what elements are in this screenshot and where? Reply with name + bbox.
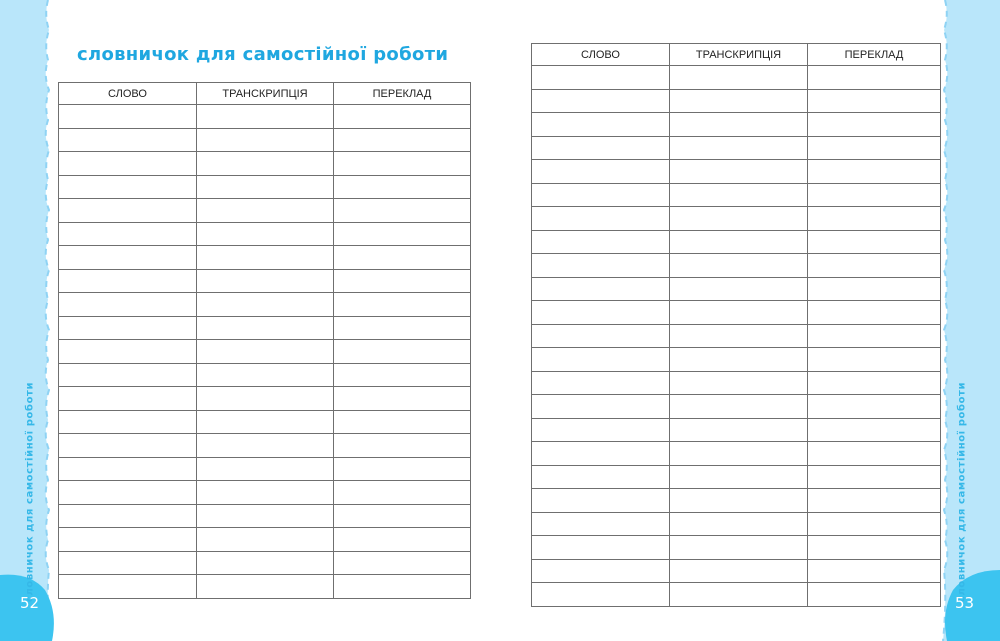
page-title: словничок для самостійної роботи	[77, 44, 449, 65]
transcription-cell[interactable]	[197, 481, 334, 505]
table-row	[532, 66, 941, 90]
transcription-cell[interactable]	[197, 410, 334, 434]
transcription-cell[interactable]	[670, 512, 808, 536]
translation-cell[interactable]	[334, 152, 471, 176]
table-row	[59, 199, 471, 223]
table-row	[59, 293, 471, 317]
transcription-cell[interactable]	[670, 489, 808, 513]
word-cell[interactable]	[532, 324, 670, 348]
transcription-cell[interactable]	[197, 504, 334, 528]
word-cell[interactable]	[532, 465, 670, 489]
translation-cell[interactable]	[334, 410, 471, 434]
word-cell[interactable]	[59, 551, 197, 575]
table-row	[59, 340, 471, 364]
word-cell[interactable]	[59, 410, 197, 434]
table-row	[532, 418, 941, 442]
word-cell[interactable]	[532, 418, 670, 442]
translation-cell[interactable]	[808, 301, 941, 325]
translation-cell[interactable]	[808, 489, 941, 513]
table-row	[532, 301, 941, 325]
table-row	[59, 269, 471, 293]
word-cell[interactable]	[59, 199, 197, 223]
word-cell[interactable]	[532, 301, 670, 325]
translation-cell[interactable]	[334, 575, 471, 599]
translation-cell[interactable]	[334, 199, 471, 223]
right-side-label: словничок для самостійної роботи	[956, 381, 968, 603]
right-band-shape	[941, 0, 1000, 641]
transcription-cell[interactable]	[670, 442, 808, 466]
translation-cell[interactable]	[334, 481, 471, 505]
translation-cell[interactable]	[334, 222, 471, 246]
table-row	[59, 105, 471, 129]
transcription-cell[interactable]	[670, 277, 808, 301]
transcription-cell[interactable]	[197, 316, 334, 340]
translation-cell[interactable]	[808, 113, 941, 137]
word-cell[interactable]	[532, 489, 670, 513]
word-cell[interactable]	[59, 105, 197, 129]
word-cell[interactable]	[532, 136, 670, 160]
translation-cell[interactable]	[334, 528, 471, 552]
transcription-cell[interactable]	[197, 269, 334, 293]
translation-cell[interactable]	[334, 269, 471, 293]
translation-cell[interactable]	[808, 136, 941, 160]
word-cell[interactable]	[532, 89, 670, 113]
translation-cell[interactable]	[334, 175, 471, 199]
table-row	[59, 152, 471, 176]
translation-cell[interactable]	[334, 504, 471, 528]
transcription-cell[interactable]	[197, 152, 334, 176]
word-cell[interactable]	[59, 152, 197, 176]
column-header-word: СЛОВО	[59, 83, 197, 105]
transcription-cell[interactable]	[670, 160, 808, 184]
transcription-cell[interactable]	[197, 434, 334, 458]
translation-cell[interactable]	[808, 89, 941, 113]
table-row	[532, 512, 941, 536]
table-row	[59, 551, 471, 575]
translation-cell[interactable]	[808, 512, 941, 536]
transcription-cell[interactable]	[670, 207, 808, 231]
table-row	[532, 230, 941, 254]
word-cell[interactable]	[532, 559, 670, 583]
table-row	[59, 528, 471, 552]
table-row	[59, 128, 471, 152]
table-row	[532, 536, 941, 560]
transcription-cell[interactable]	[197, 175, 334, 199]
table-row	[59, 387, 471, 411]
translation-cell[interactable]	[808, 183, 941, 207]
transcription-cell[interactable]	[197, 363, 334, 387]
transcription-cell[interactable]	[670, 183, 808, 207]
word-cell[interactable]	[532, 207, 670, 231]
translation-cell[interactable]	[334, 316, 471, 340]
transcription-cell[interactable]	[670, 371, 808, 395]
word-cell[interactable]	[59, 434, 197, 458]
translation-cell[interactable]	[808, 254, 941, 278]
translation-cell[interactable]	[808, 371, 941, 395]
word-cell[interactable]	[59, 575, 197, 599]
word-cell[interactable]	[59, 340, 197, 364]
table-row	[532, 136, 941, 160]
translation-cell[interactable]	[334, 105, 471, 129]
table-row	[532, 395, 941, 419]
word-cell[interactable]	[59, 528, 197, 552]
table-row	[59, 363, 471, 387]
transcription-cell[interactable]	[670, 324, 808, 348]
word-cell[interactable]	[532, 66, 670, 90]
table-header-row	[59, 83, 471, 105]
translation-cell[interactable]	[334, 457, 471, 481]
transcription-cell[interactable]	[197, 340, 334, 364]
column-header-word: СЛОВО	[532, 44, 670, 66]
table-row	[59, 504, 471, 528]
transcription-cell[interactable]	[197, 199, 334, 223]
table-row	[532, 442, 941, 466]
word-cell[interactable]	[59, 504, 197, 528]
translation-cell[interactable]	[334, 293, 471, 317]
translation-cell[interactable]	[808, 418, 941, 442]
transcription-cell[interactable]	[670, 465, 808, 489]
table-row	[532, 465, 941, 489]
transcription-cell[interactable]	[197, 575, 334, 599]
translation-cell[interactable]	[334, 128, 471, 152]
translation-cell[interactable]	[808, 160, 941, 184]
table-row	[532, 348, 941, 372]
translation-cell[interactable]	[808, 66, 941, 90]
transcription-cell[interactable]	[197, 387, 334, 411]
column-header-transcription: ТРАНСКРИПЦІЯ	[197, 83, 334, 105]
table-row	[532, 371, 941, 395]
word-cell[interactable]	[59, 293, 197, 317]
column-header-translation: ПЕРЕКЛАД	[808, 44, 941, 66]
translation-cell[interactable]	[334, 340, 471, 364]
table-row	[59, 481, 471, 505]
translation-cell[interactable]	[808, 348, 941, 372]
translation-cell[interactable]	[334, 363, 471, 387]
table-row	[59, 246, 471, 270]
table-header-row	[532, 44, 941, 66]
word-cell[interactable]	[59, 269, 197, 293]
translation-cell[interactable]	[808, 583, 941, 607]
word-cell[interactable]	[532, 113, 670, 137]
translation-cell[interactable]	[334, 551, 471, 575]
word-cell[interactable]	[532, 536, 670, 560]
word-cell[interactable]	[532, 348, 670, 372]
translation-cell[interactable]	[334, 246, 471, 270]
table-row	[59, 434, 471, 458]
vocabulary-table-right	[531, 43, 941, 607]
transcription-cell[interactable]	[670, 136, 808, 160]
column-header-transcription: ТРАНСКРИПЦІЯ	[670, 44, 808, 66]
transcription-cell[interactable]	[197, 222, 334, 246]
table-row	[59, 175, 471, 199]
word-cell[interactable]	[532, 583, 670, 607]
transcription-cell[interactable]	[670, 418, 808, 442]
translation-cell[interactable]	[808, 207, 941, 231]
translation-cell[interactable]	[808, 465, 941, 489]
transcription-cell[interactable]	[670, 89, 808, 113]
transcription-cell[interactable]	[670, 348, 808, 372]
transcription-cell[interactable]	[670, 113, 808, 137]
transcription-cell[interactable]	[197, 293, 334, 317]
translation-cell[interactable]	[808, 277, 941, 301]
table-row	[532, 559, 941, 583]
word-cell[interactable]	[59, 316, 197, 340]
table-row	[59, 410, 471, 434]
transcription-cell[interactable]	[670, 536, 808, 560]
column-header-translation: ПЕРЕКЛАД	[334, 83, 471, 105]
translation-cell[interactable]	[808, 324, 941, 348]
word-cell[interactable]	[59, 457, 197, 481]
word-cell[interactable]	[532, 254, 670, 278]
left-side-label: словничок для самостійної роботи	[24, 381, 36, 603]
transcription-cell[interactable]	[670, 301, 808, 325]
table-row	[532, 183, 941, 207]
word-cell[interactable]	[59, 175, 197, 199]
transcription-cell[interactable]	[670, 66, 808, 90]
table-row	[532, 324, 941, 348]
table-row	[532, 207, 941, 231]
transcription-cell[interactable]	[197, 551, 334, 575]
table-row	[59, 457, 471, 481]
page-number-left: 52	[20, 594, 40, 612]
table-row	[532, 89, 941, 113]
word-cell[interactable]	[59, 246, 197, 270]
table-row	[532, 489, 941, 513]
word-cell[interactable]	[59, 481, 197, 505]
translation-cell[interactable]	[808, 536, 941, 560]
table-row	[532, 254, 941, 278]
translation-cell[interactable]	[808, 230, 941, 254]
right-margin-band	[941, 0, 1000, 641]
word-cell[interactable]	[532, 371, 670, 395]
transcription-cell[interactable]	[197, 528, 334, 552]
word-cell[interactable]	[532, 395, 670, 419]
word-cell[interactable]	[532, 442, 670, 466]
page-number-right: 53	[955, 594, 975, 612]
word-cell[interactable]	[59, 363, 197, 387]
transcription-cell[interactable]	[197, 246, 334, 270]
table-row	[532, 160, 941, 184]
table-row	[532, 277, 941, 301]
translation-cell[interactable]	[808, 442, 941, 466]
word-cell[interactable]	[59, 128, 197, 152]
word-cell[interactable]	[532, 183, 670, 207]
transcription-cell[interactable]	[670, 395, 808, 419]
translation-cell[interactable]	[808, 559, 941, 583]
transcription-cell[interactable]	[197, 457, 334, 481]
transcription-cell[interactable]	[670, 254, 808, 278]
vocabulary-table-left	[58, 82, 471, 599]
table-row	[59, 575, 471, 599]
transcription-cell[interactable]	[197, 128, 334, 152]
word-cell[interactable]	[532, 230, 670, 254]
table-row	[59, 222, 471, 246]
word-cell[interactable]	[59, 387, 197, 411]
table-row	[532, 583, 941, 607]
translation-cell[interactable]	[334, 387, 471, 411]
table-row	[59, 316, 471, 340]
translation-cell[interactable]	[808, 395, 941, 419]
word-cell[interactable]	[532, 277, 670, 301]
word-cell[interactable]	[532, 160, 670, 184]
transcription-cell[interactable]	[670, 230, 808, 254]
transcription-cell[interactable]	[197, 105, 334, 129]
translation-cell[interactable]	[334, 434, 471, 458]
word-cell[interactable]	[532, 512, 670, 536]
table-row	[532, 113, 941, 137]
transcription-cell[interactable]	[670, 559, 808, 583]
transcription-cell[interactable]	[670, 583, 808, 607]
word-cell[interactable]	[59, 222, 197, 246]
